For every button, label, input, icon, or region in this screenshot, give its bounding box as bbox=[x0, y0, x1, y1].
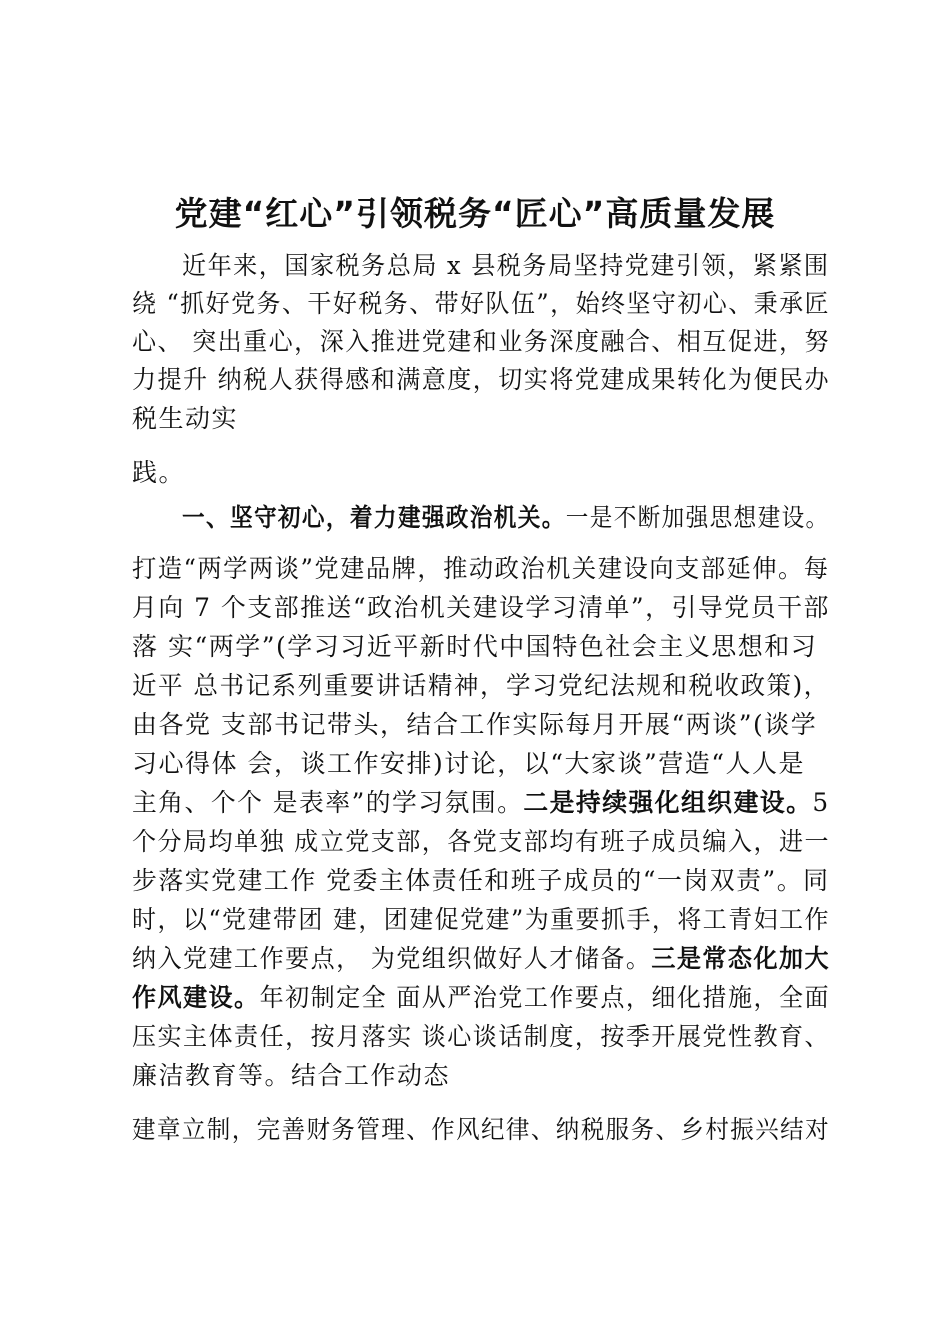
document-title: 党建“红心”引领税务“匠心”高质量发展 bbox=[174, 194, 776, 233]
paragraph-line: 压实主体责任，按月落实 谈心谈话制度，按季开展党性教育、 bbox=[132, 1022, 830, 1051]
paragraph-line: 近年来，国家税务总局 x 县税务局坚持党建引领，紧紧围 bbox=[182, 251, 830, 280]
bold-phrase: 二是持续强化组织建设。 bbox=[523, 788, 813, 817]
paragraph-line: 打造“两学两谈”党建品牌，推动政治机关建设向支部延伸。每 bbox=[132, 554, 830, 583]
paragraph-text: 年初制定全 面从严治党工作要点，细化措施，全面 bbox=[259, 983, 830, 1012]
paragraph-text: 主角、个个 是表率”的学习氛围。 bbox=[132, 788, 524, 817]
paragraph-line: 近平 总书记系列重要讲话精神，学习党纪法规和税收政策)， bbox=[132, 671, 830, 700]
paragraph-line: 习心得体 会，谈工作安排)讨论，以“大家谈”营造“人人是 bbox=[132, 749, 806, 778]
paragraph-line: 税生动实 bbox=[132, 404, 239, 433]
paragraph-text: 一是不断加强思想建设。 bbox=[565, 503, 830, 532]
paragraph-line: 廉洁教育等。结合工作动态 bbox=[132, 1061, 451, 1090]
bold-phrase: 作风建设。 bbox=[132, 983, 260, 1012]
section-heading: 一、坚守初心，着力建强政治机关。 bbox=[182, 503, 566, 532]
paragraph-line: 践。 bbox=[132, 458, 186, 487]
paragraph-line: 落 实“两学”(学习习近平新时代中国特色社会主义思想和习 bbox=[132, 632, 818, 661]
paragraph-line: 步落实党建工作 党委主体责任和班子成员的“一岗双责”。同 bbox=[132, 866, 830, 895]
paragraph-line bbox=[132, 980, 830, 1016]
paragraph-line bbox=[132, 941, 830, 977]
paragraph-line: 个分局均单独 成立党支部，各党支部均有班子成员编入，进一 bbox=[132, 827, 830, 856]
paragraph-text: 纳入党建工作要点， 为党组织做好人才储备。 bbox=[132, 944, 652, 973]
paragraph-text: 5 bbox=[812, 788, 830, 817]
paragraph-line: 力提升 纳税人获得感和满意度，切实将党建成果转化为便民办 bbox=[132, 365, 830, 394]
section-heading-line bbox=[182, 500, 830, 536]
paragraph-line: 心、 突出重心，深入推进党建和业务深度融合、相互促进，努 bbox=[132, 327, 830, 356]
bold-phrase: 三是常态化加大 bbox=[651, 944, 830, 973]
paragraph-line: 时，以“党建带团 建，团建促党建”为重要抓手，将工青妇工作 bbox=[132, 905, 831, 934]
paragraph-line: 月向 7 个支部推送“政治机关建设学习清单”，引导党员干部 bbox=[132, 593, 830, 622]
paragraph-line: 建章立制，完善财务管理、作风纪律、纳税服务、乡村振兴结对 bbox=[132, 1115, 831, 1144]
paragraph-line bbox=[132, 785, 830, 821]
paragraph-line: 由各党 支部书记带头，结合工作实际每月开展“两谈”(谈学 bbox=[132, 710, 818, 739]
paragraph-line: 绕 “抓好党务、干好税务、带好队伍”，始终坚守初心、秉承匠 bbox=[132, 289, 831, 318]
